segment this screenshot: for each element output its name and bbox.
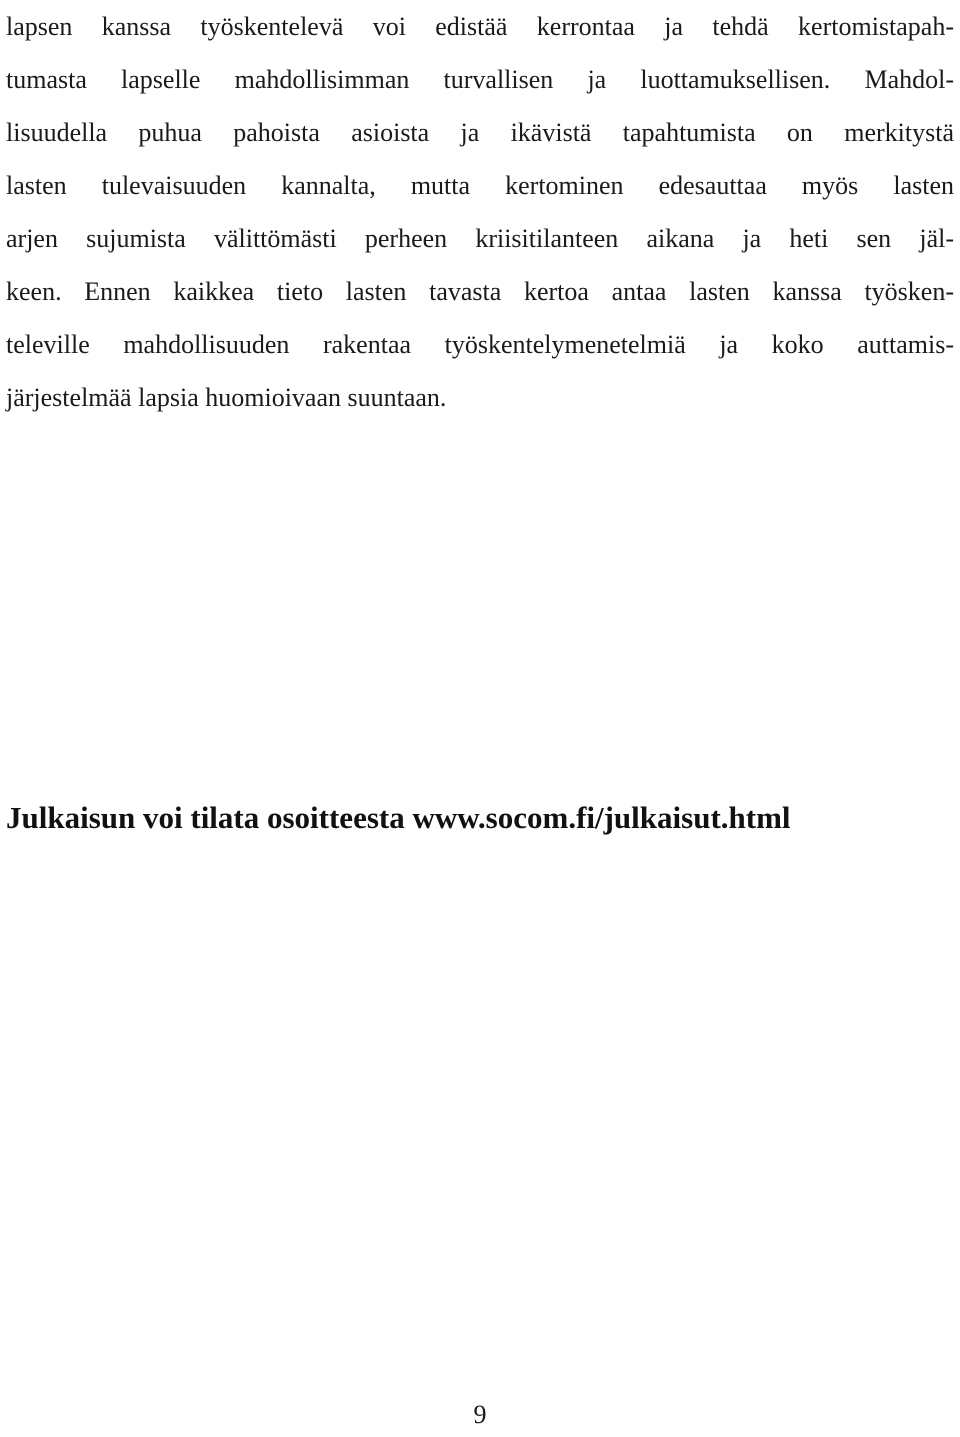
paragraph-line: keen. Ennen kaikkea tieto lasten tavasta kertoa antaa lasten kanssa työsken- [6,277,954,306]
paragraph-line: arjen sujumista välittömästi perheen kriisitilanteen aikana ja heti sen jäl- [6,224,954,253]
page-number: 9 [473,1400,487,1429]
body-paragraph [6,0,954,424]
paragraph-line: lapsen kanssa työskentelevä voi edistää kerrontaa ja tehdä kertomistapah- [6,12,954,41]
paragraph-line: lasten tulevaisuuden kannalta, mutta kertominen edesauttaa myös lasten [6,171,954,200]
order-note: Julkaisun voi tilata osoitteesta www.socom.fi/julkaisut.html [6,800,791,835]
paragraph-line: järjestelmää lapsia huomioivaan suuntaan. [6,383,447,412]
paragraph-line: tumasta lapselle mahdollisimman turvallisen ja luottamuksellisen. Mahdol- [6,65,954,94]
paragraph-line: televille mahdollisuuden rakentaa työskentelymenetelmiä ja koko auttamis- [6,330,954,359]
paragraph-line: lisuudella puhua pahoista asioista ja ikävistä tapahtumista on merkitystä [6,118,954,147]
